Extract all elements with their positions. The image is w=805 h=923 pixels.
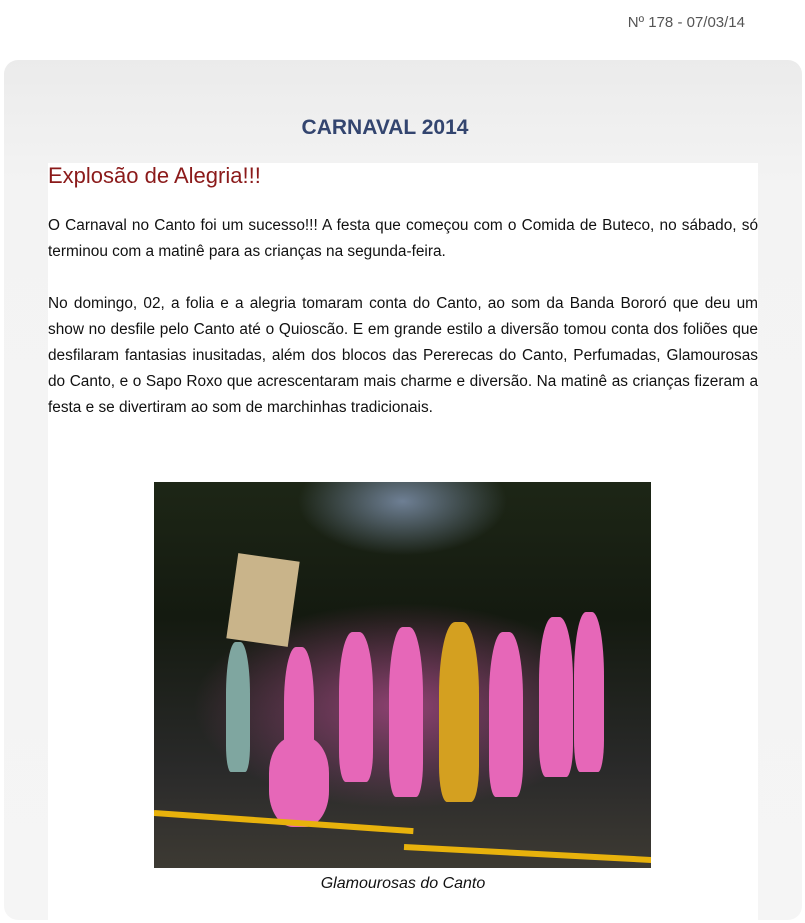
photo-figure xyxy=(226,642,250,772)
section-title: CARNAVAL 2014 xyxy=(301,116,469,139)
carnival-group-photo xyxy=(154,482,651,868)
road-marking xyxy=(404,844,651,863)
photo-figure xyxy=(574,612,604,772)
article-headline: Explosão de Alegria!!! xyxy=(48,163,261,188)
photo-figure xyxy=(269,737,329,827)
photo-figure xyxy=(339,632,373,782)
photo-caption: Glamourosas do Canto xyxy=(320,875,486,892)
photo-figure xyxy=(439,622,479,802)
article-paragraph-1: O Carnaval no Canto foi um sucesso!!! A festa que começou com o Comida de Buteco, no sábado, só terminou com a matinê para as crianças na segunda-feira. xyxy=(48,217,758,260)
issue-number-date: Nº 178 - 07/03/14 xyxy=(627,14,745,31)
photo-banner-flag xyxy=(226,553,299,647)
photo-figure xyxy=(539,617,573,777)
article-content xyxy=(48,163,758,923)
photo-figure xyxy=(489,632,523,797)
photo-figure xyxy=(389,627,423,797)
article-paragraph-2: No domingo, 02, a folia e a alegria tomaram conta do Canto, ao som da Banda Bororó que deu um show no desfile pelo Canto até o Quioscão. E em grande estilo a diversão tomou conta dos foliões que desfilaram fantasias inusitadas, além dos blocos das Pererecas do Canto, Perfumadas, Glamourosas do Canto, e o Sapo Roxo que acrescentaram mais charme e diversão. Na matinê as crianças fizeram a festa e se divertiram ao som de marchinhas tradicionais. xyxy=(48,295,758,416)
